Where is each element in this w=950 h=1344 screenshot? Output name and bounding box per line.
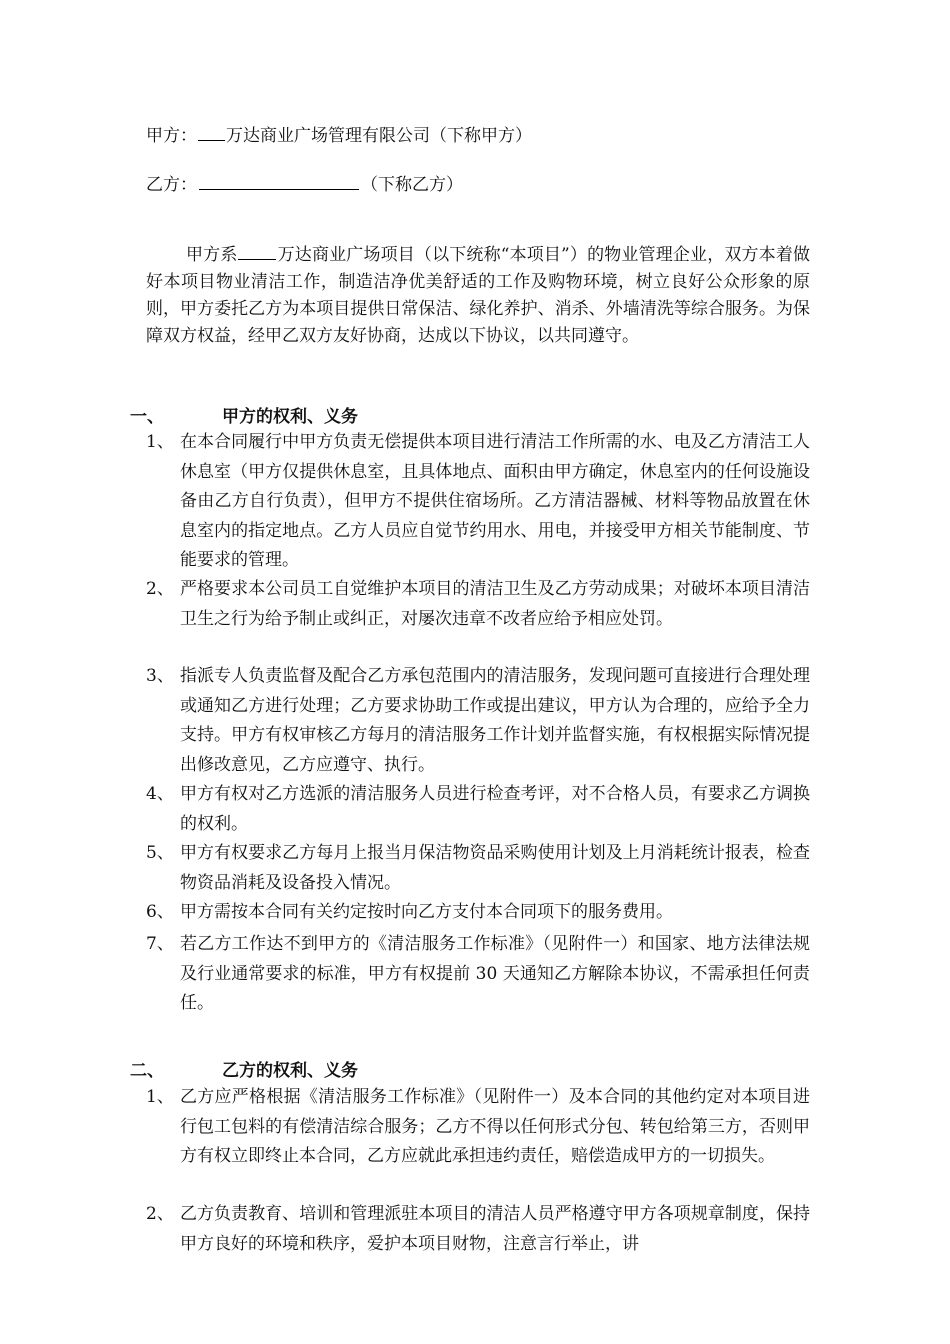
party-a-name: 万达商业广场管理有限公司（下称甲方） (226, 126, 532, 146)
item-number: 7、 (146, 934, 174, 954)
item-text: 在本合同履行中甲方负责无偿提供本项目进行清洁工作所需的水、电及乙方清洁工人休息室（甲方仅提供休息室，且具体地点、面积由甲方确定，休息室内的任何设施设备由乙方自行负责），但甲方不提供住宿场所。乙方清洁器械、材料等物品放置在休息室内的指定地点。乙方人员应自觉节约用水、用电，并接受甲方相关节能制度、节能要求的管理。 (180, 432, 810, 570)
party-b-suffix: （下称乙方） (361, 175, 463, 195)
party-a-blank (198, 126, 225, 141)
item-text: 若乙方工作达不到甲方的《清洁服务工作标准》（见附件一）和国家、地方法律法规及行业通常要求的标准，甲方有权提前 30 天通知乙方解除本协议，不需承担任何责任。 (180, 934, 810, 1013)
section-2-number: 二、 (130, 1061, 164, 1081)
item-number: 4、 (146, 784, 174, 804)
item-text: 乙方应严格根据《清洁服务工作标准》（见附件一）及本合同的其他约定对本项目进行包工包料的有偿清洁综合服务；乙方不得以任何形式分包、转包给第三方，否则甲方有权立即终止本合同，乙方应就此承担违约责任，赔偿造成甲方的一切损失。 (180, 1087, 810, 1166)
item-number: 5、 (146, 843, 174, 863)
item-number: 1、 (146, 1087, 174, 1107)
intro-blank (238, 245, 276, 260)
section-2-heading (130, 1056, 358, 1081)
item-text: 甲方需按本合同有关约定按时向乙方支付本合同项下的服务费用。 (180, 902, 673, 922)
intro-body: 万达商业广场项目（以下统称“本项目”）的物业管理企业，双方本着做好本项目物业清洁工作，制造洁净优美舒适的工作及购物环境，树立良好公众形象的原则，甲方委托乙方为本项目提供日常保洁、绿化养护、消杀、外墙清洗等综合服务。为保障双方权益，经甲乙双方友好协商，达成以下协议，以共同遵守。 (146, 245, 810, 346)
item-number: 1、 (146, 432, 174, 452)
section-1-number: 一、 (130, 407, 164, 427)
party-a-label: 甲方： (146, 126, 197, 146)
intro-paragraph (146, 242, 810, 350)
party-b-label: 乙方： (146, 175, 197, 195)
section-1-heading (130, 402, 358, 427)
item-text: 乙方负责教育、培训和管理派驻本项目的清洁人员严格遵守甲方各项规章制度，保持甲方良好的环境和秩序，爱护本项目财物，注意言行举止，讲 (180, 1204, 810, 1254)
section-1-title: 甲方的权利、义务 (222, 407, 358, 427)
item-text: 甲方有权要求乙方每月上报当月保洁物资品采购使用计划及上月消耗统计报表，检查物资品消耗及设备投入情况。 (180, 843, 810, 893)
item-number: 3、 (146, 666, 174, 686)
section-2-title: 乙方的权利、义务 (222, 1061, 358, 1081)
item-number: 6、 (146, 902, 174, 922)
party-a-line (146, 121, 532, 146)
intro-lead: 甲方系 (186, 245, 238, 265)
item-number: 2、 (146, 1204, 174, 1224)
item-number: 2、 (146, 579, 174, 599)
item-text: 甲方有权对乙方选派的清洁服务人员进行检查考评，对不合格人员，有要求乙方调换的权利。 (180, 784, 810, 834)
item-text: 指派专人负责监督及配合乙方承包范围内的清洁服务，发现问题可直接进行合理处理或通知乙方进行处理；乙方要求协助工作或提出建议，甲方认为合理的，应给予全力支持。甲方有权审核乙方每月的清洁服务工作计划并监督实施，有权根据实际情况提出修改意见，乙方应遵守、执行。 (180, 666, 810, 775)
party-b-blank (199, 175, 359, 190)
item-text: 严格要求本公司员工自觉维护本项目的清洁卫生及乙方劳动成果；对破坏本项目清洁卫生之行为给予制止或纠正，对屡次违章不改者应给予相应处罚。 (180, 579, 810, 629)
party-b-line (146, 170, 463, 195)
